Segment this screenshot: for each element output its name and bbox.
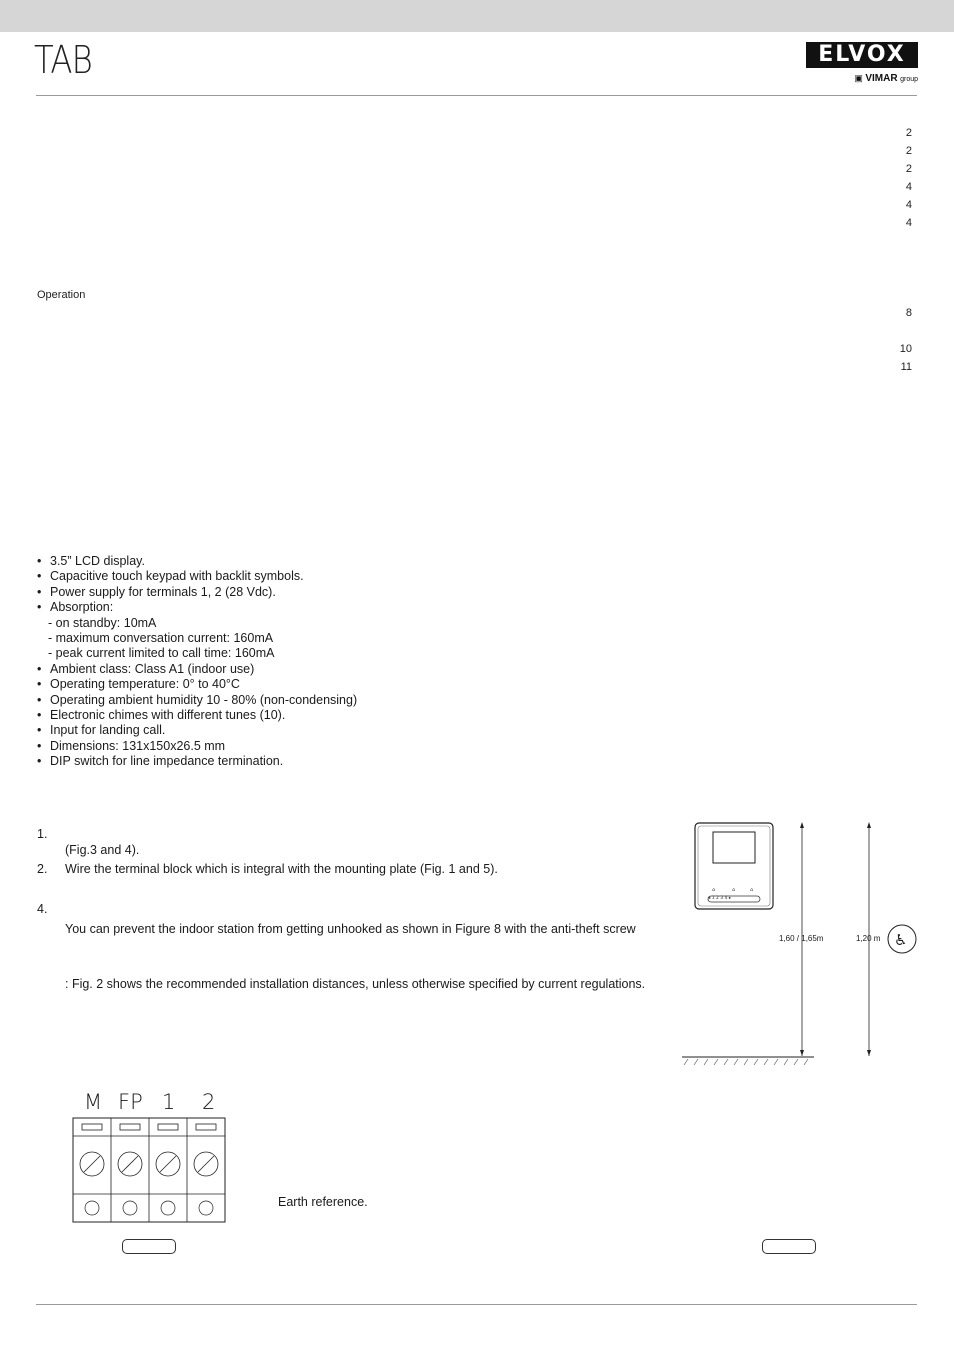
svg-text:⌂: ⌂: [712, 887, 716, 893]
vimar-icon: ▣: [854, 73, 863, 83]
feature-subitem: - on standby: 10mA: [48, 615, 157, 630]
feature-item: • 3.5” LCD display.: [37, 554, 357, 569]
feature-item: • Electronic chimes with different tunes (10).: [37, 708, 357, 723]
feature-item: • Ambient class: Class A1 (indoor use): [37, 662, 357, 677]
step-2-text: Wire the terminal block which is integral with the mounting plate (Fig. 1 and 5).: [65, 862, 498, 876]
earth-reference-text: Earth reference.: [278, 1195, 368, 1209]
figure-label-box: [122, 1239, 176, 1254]
installation-height-diagram: [680, 818, 920, 1068]
toc-page-number: 2: [905, 163, 912, 175]
features-list: [37, 554, 357, 770]
svg-text:◂ 1 2 3 4 ▸: ◂ 1 2 3 4 ▸: [708, 896, 732, 901]
terminal-label-m: M: [84, 1090, 103, 1114]
installation-height-figure: [680, 818, 920, 1068]
step-1-continuation: (Fig.3 and 4).: [65, 843, 140, 857]
svg-text:♿: ♿: [894, 931, 908, 949]
document-title: TAB: [34, 38, 92, 82]
feature-item: • Operating temperature: 0° to 40°C: [37, 677, 357, 692]
logo-vimar: VIMAR: [865, 73, 898, 84]
figure-label-box: [762, 1239, 816, 1254]
terminal-block-figure: [70, 1088, 230, 1258]
terminal-label-fp: FP: [118, 1090, 143, 1114]
footer-divider: [36, 1304, 917, 1305]
svg-text:⌂: ⌂: [732, 887, 736, 893]
step-1-number: 1.: [37, 827, 48, 841]
toc-page-number: 4: [905, 181, 912, 193]
terminal-label-1: 1: [162, 1090, 176, 1114]
height-standard-label: 1,60 / 1,65m: [779, 934, 824, 943]
feature-item: • Absorption:: [37, 600, 357, 615]
logo-wordmark: ELVOX: [806, 42, 918, 68]
top-bar: [0, 0, 954, 32]
feature-item: • Operating ambient humidity 10 - 80% (non-condensing): [37, 693, 357, 708]
toc-page-number: 8: [905, 307, 912, 319]
terminal-label-2: 2: [202, 1090, 216, 1114]
step-4-text: You can prevent the indoor station from getting unhooked as shown in Figure 8 with the anti-theft screw: [65, 922, 636, 936]
feature-item: • Power supply for terminals 1, 2 (28 Vdc).: [37, 585, 357, 600]
installation-note: : Fig. 2 shows the recommended installation distances, unless otherwise specified by current regulations.: [65, 977, 646, 991]
toc-operation-label: Operation: [37, 289, 86, 301]
logo-subline: [854, 73, 918, 84]
toc-page-number: 4: [905, 217, 912, 229]
feature-item: • DIP switch for line impedance termination.: [37, 754, 357, 769]
step-2-number: 2.: [37, 862, 48, 876]
toc-page-number: 4: [905, 199, 912, 211]
logo-group: group: [900, 76, 918, 83]
feature-item: • Input for landing call.: [37, 723, 357, 738]
step-4-number: 4.: [37, 902, 48, 916]
toc-page-number: 2: [905, 127, 912, 139]
toc-page-number: 2: [905, 145, 912, 157]
header-divider: [36, 95, 917, 96]
feature-subitem: - peak current limited to call time: 160mA: [48, 646, 275, 661]
feature-item: • Dimensions: 131x150x26.5 mm: [37, 739, 357, 754]
svg-text:⌂: ⌂: [750, 887, 754, 893]
feature-item: • Capacitive touch keypad with backlit symbols.: [37, 569, 357, 584]
elvox-logo: [806, 42, 918, 86]
feature-subitem: - maximum conversation current: 160mA: [48, 631, 274, 646]
toc-page-number: 11: [900, 361, 912, 373]
terminal-block-diagram: [70, 1116, 230, 1226]
height-accessible-label: 1,20 m: [856, 934, 881, 943]
toc-page-number: 10: [899, 343, 912, 355]
